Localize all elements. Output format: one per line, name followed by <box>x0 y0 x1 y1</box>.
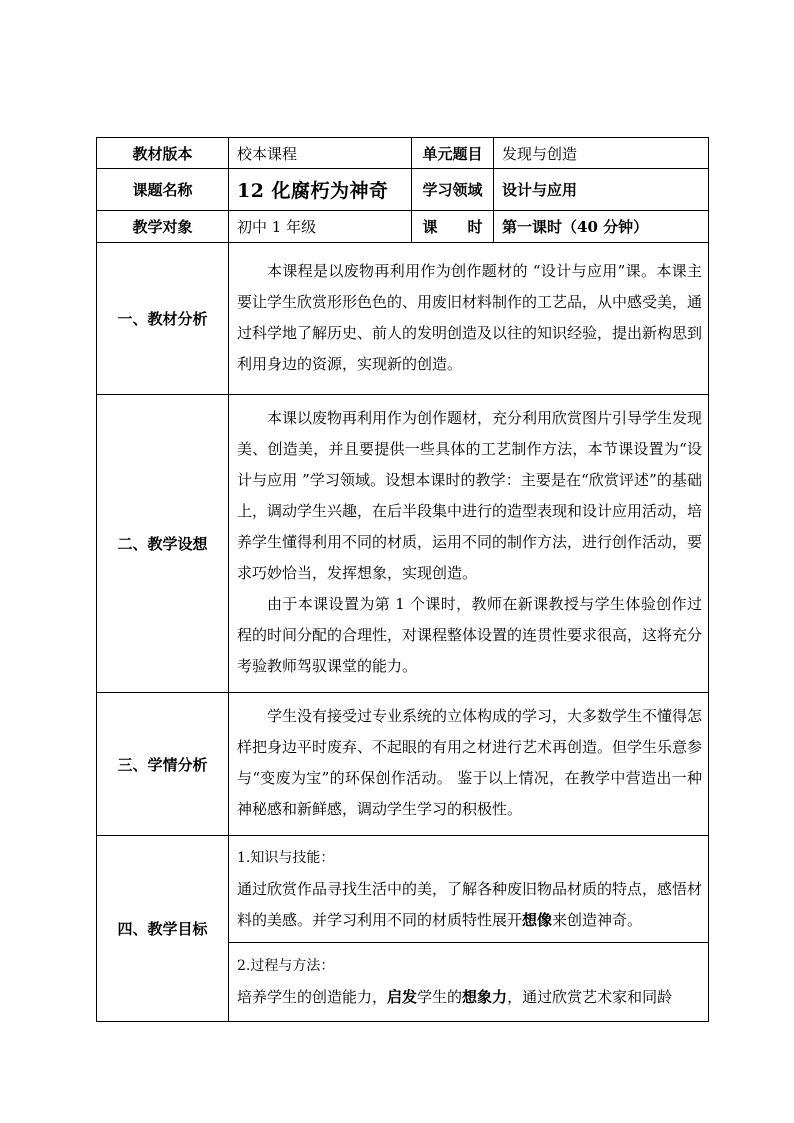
text-run-bold: 想像 <box>522 910 553 929</box>
paragraph: 由于本课设置为第 1 个课时，教师在新课教授与学生体验创作过程的时间分配的合理性，对课程整体设置的连贯性要求很高，这将充分考验教师驾驭课堂的能力。 <box>237 595 703 675</box>
value-lesson-title: 12 化腐朽为神奇 <box>229 169 412 211</box>
text-run-bold: 启发 <box>387 988 418 1006</box>
label-learner-analysis: 三、学情分析 <box>97 693 229 836</box>
label-textbook-version: 教材版本 <box>97 138 229 169</box>
value-audience: 初中 1 年级 <box>229 211 412 243</box>
text-run: 学生的 <box>417 988 463 1006</box>
objective-process-methods <box>229 943 709 1022</box>
paragraph: 学生没有接受过专业系统的立体构成的学习，大多数学生不懂得怎样把身边平时废弃、不起眼的有用之材进行艺术再创造。但学生乐意参与“变废为宝”的环保创作活动。 鉴于以上情况，在教学中营造出一种神秘感和新鲜感，调动学生学习的积极性。 <box>237 707 703 818</box>
text-run: 培养学生的创造能力， <box>237 988 388 1006</box>
text-run-bold: 想象力 <box>462 988 508 1006</box>
paragraph: 本课以废物再利用作为创作题材，充分利用欣赏图片引导学生发现美、创造美，并且要提供一些具体的工艺制作方法，本节课设置为“设计与应用 ”学习领域。设想本课时的教学：主要是在“欣赏评述”的基础上，调动学生兴趣，在后半段集中进行的造型表现和设计应用活动，培养学生懂得利用不同的材质，运用不同的制作方法，进行创作活动，要求巧妙恰当，发挥想象，实现创造。 <box>237 409 703 582</box>
label-teaching-objectives: 四、教学目标 <box>97 836 229 1022</box>
objective-knowledge-skills <box>229 836 709 943</box>
label-class-hours: 课 时 <box>412 211 494 243</box>
row-teaching-design <box>97 395 709 693</box>
value-learning-field: 设计与应用 <box>494 169 709 211</box>
objective-text <box>237 982 702 1013</box>
label-unit-title: 单元题目 <box>412 138 494 169</box>
label-learning-field: 学习领域 <box>412 169 494 211</box>
row-audience <box>97 211 709 243</box>
text-run: ，通过欣赏艺术家和同龄 <box>507 988 673 1006</box>
row-lesson-title <box>97 169 709 211</box>
objective-heading: 1.知识与技能： <box>237 849 335 866</box>
label-audience: 教学对象 <box>97 211 229 243</box>
content-textbook-analysis <box>229 243 709 395</box>
objective-heading: 2.过程与方法： <box>237 958 335 974</box>
lesson-plan-table <box>96 137 709 1022</box>
value-textbook-version: 校本课程 <box>229 138 412 169</box>
content-teaching-design <box>229 395 709 693</box>
row-textbook-version <box>97 138 709 169</box>
objective-text <box>237 874 702 936</box>
label-textbook-analysis: 一、教材分析 <box>97 243 229 395</box>
value-unit-title: 发现与创造 <box>494 138 709 169</box>
label-lesson-title: 课题名称 <box>97 169 229 211</box>
text-run: 通过欣赏作品寻找生活中的美，了解各种废旧物品材质的特点，感悟材料的美感。并学习利用不同的材质特性展开 <box>237 879 703 929</box>
row-textbook-analysis <box>97 243 709 395</box>
row-objectives-knowledge <box>97 836 709 943</box>
label-teaching-design: 二、教学设想 <box>97 395 229 693</box>
row-learner-analysis <box>97 693 709 836</box>
value-class-hours: 第一课时（40 分钟） <box>494 211 709 243</box>
paragraph: 本课程是以废物再利用作为创作题材的 “设计与应用”课。本课主要让学生欣赏形形色色的、用废旧材料制作的工艺品，从中感受美，通过科学地了解历史、前人的发明创造及以往的知识经验，提出新构思到利用身边的资源，实现新的创造。 <box>237 261 703 373</box>
text-run: 来创造神奇。 <box>552 910 643 929</box>
content-learner-analysis <box>229 693 709 836</box>
